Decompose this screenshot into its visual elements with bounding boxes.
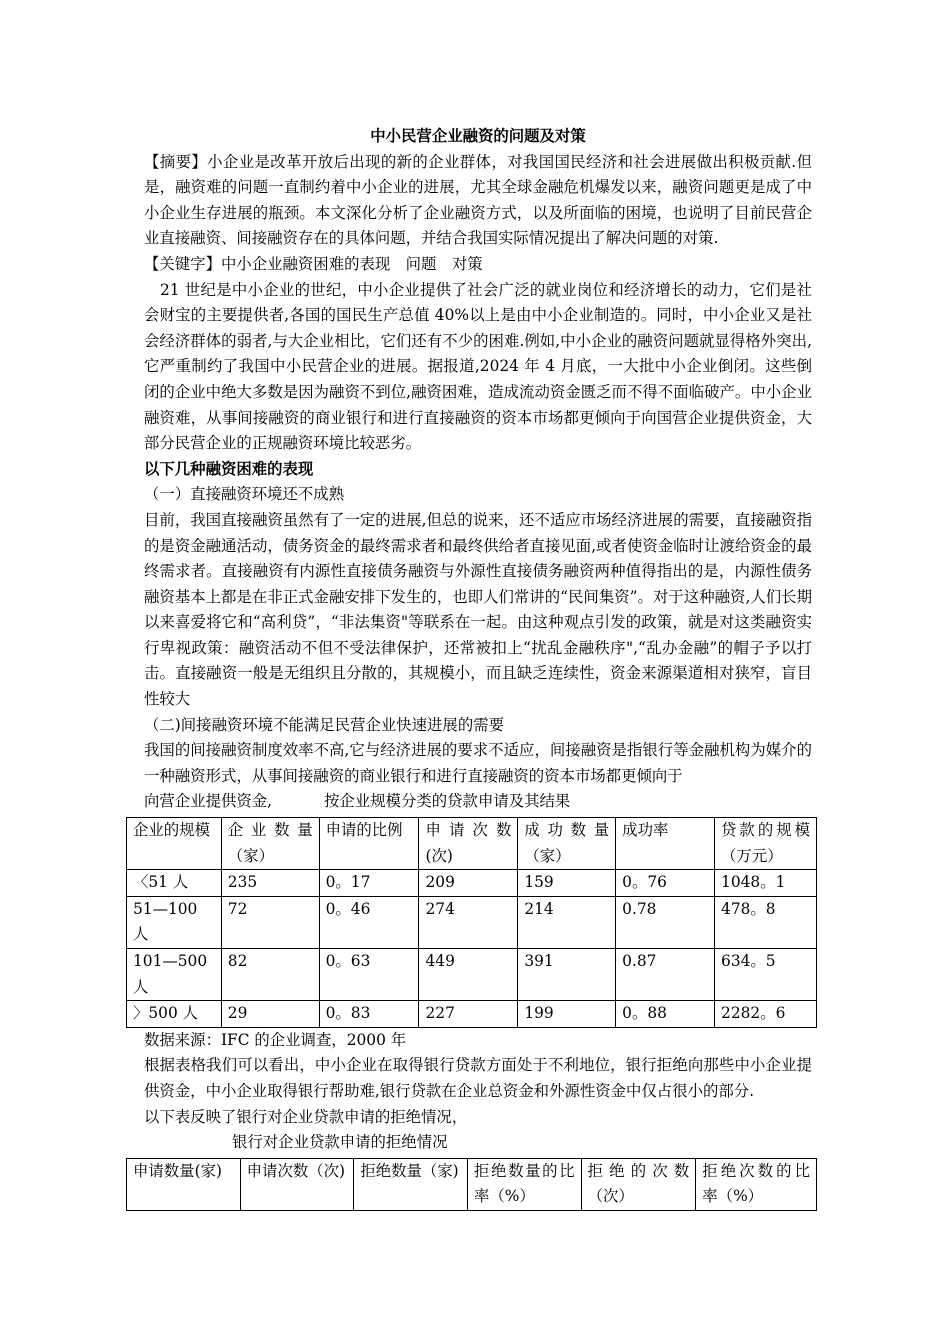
table-cell: 0。63 — [319, 949, 419, 1001]
table-cell: 634。5 — [715, 949, 817, 1001]
table-cell: 0.78 — [616, 896, 715, 948]
document-title: 中小民营企业融资的问题及对策 — [370, 127, 586, 145]
abstract-paragraph: 【摘要】小企业是改革开放后出现的新的企业群体，对我国国民经济和社会进展做出积极贡献.但是，融资难的问题一直制约着中小企业的进展，尤其全球金融危机爆发以来，融资问题更是成了中小企业生存进展的瓶颈。本文深化分析了企业融资方式，以及所面临的困境，也说明了目前民营企业直接融资、间接融资存在的具体问题，并结合我国实际情况提出了解决问题的对策. — [144, 152, 812, 248]
data-source-line: 数据来源：IFC 的企业调查，2000 年 — [144, 1030, 407, 1049]
header-cell: 贷款的规模（万元） — [715, 818, 817, 870]
header-cell: 拒绝次数的比率（%） — [696, 1158, 817, 1210]
header-cell: 申请次数(次) — [419, 818, 518, 870]
loan-application-table — [126, 817, 817, 1028]
table-cell: 〈51 人 — [127, 870, 222, 897]
document-page — [133, 124, 812, 1211]
table-cell: 101—500 人 — [127, 949, 222, 1001]
subsection-1-paragraph: 目前，我国直接融资虽然有了一定的进展,但总的说来，还不适应市场经济进展的需要，直接融资指的是资金融通活动，债务资金的最终需求者和最终供给者直接见面,或者使资金临时让渡给资金的最终需求者。直接融资有内源性直接债务融资与外源性直接债务融资两种值得指出的是，内源性债务融资基本上都是在非正式金融安排下发生的，也即人们常讲的“民间集资”。对于这种融资,人们长期以来喜爱将它和“高利贷”，“非法集资"等联系在一起。由这种观点引发的政策，就是对这类融资实行卑视政策：融资活动不但不受法律保护，还常被扣上“扰乱金融秩序",“乱办金融”的帽子予以打击。直接融资一般是无组织且分散的，其规模小，而且缺乏连续性，资金来源渠道相对狭窄，盲目性较大 — [144, 510, 812, 709]
table-cell: 0.87 — [616, 949, 715, 1001]
table-cell: 235 — [221, 870, 319, 897]
subsection-1-heading: （一）直接融资环境还不成熟 — [144, 485, 345, 504]
subsection-2-tail: 向营企业提供资金, — [144, 792, 273, 811]
table-cell: 29 — [221, 1001, 319, 1028]
table-cell: 0。17 — [319, 870, 419, 897]
header-cell: 拒绝数量（家) — [354, 1158, 468, 1210]
header-cell: 拒绝数量的比率（%） — [467, 1158, 581, 1210]
section-heading: 以下几种融资困难的表现 — [144, 459, 314, 478]
table-cell: 82 — [221, 949, 319, 1001]
table-cell: 72 — [221, 896, 319, 948]
table-1-caption: 按企业规模分类的贷款申请及其结果 — [324, 792, 571, 811]
table-cell: 199 — [518, 1001, 616, 1028]
table-1-caption-row — [144, 789, 812, 815]
table-cell: 51—100 人 — [127, 896, 222, 948]
table-cell: 209 — [419, 870, 518, 897]
analysis-paragraph: 根据表格我们可以看出，中小企业在取得银行贷款方面处于不利地位，银行拒绝向那些中小企业提供资金，中小企业取得银行帮助难,银行贷款在企业总资金和外源性资金中仅占很小的部分. — [144, 1056, 812, 1100]
header-cell: 申请的比例 — [319, 818, 419, 870]
header-cell: 申请数量(家) — [127, 1158, 241, 1210]
header-cell: 申请次数（次) — [240, 1158, 354, 1210]
table-cell: 478。8 — [715, 896, 817, 948]
table-cell: 227 — [419, 1001, 518, 1028]
subsection-2-paragraph: 我国的间接融资制度效率不高,它与经济进展的要求不适应，间接融资是指银行等金融机构为媒介的一种融资形式，从事间接融资的商业银行和进行直接融资的资本市场都更倾向于 — [144, 741, 812, 785]
table-row — [127, 949, 817, 1001]
table-cell: 0。83 — [319, 1001, 419, 1028]
header-cell: 成功数量（家） — [518, 818, 616, 870]
intro-paragraph: 21 世纪是中小企业的世纪，中小企业提供了社会广泛的就业岗位和经济增长的动力，它们是社会财宝的主要提供者,各国的国民生产总值 40%以上是由中小企业制造的。同时，中小企业又是社会经济群体的弱者,与大企业相比，它们还有不少的困难.例如,中小企业的融资问题就显得格外突出,它严重制约了我国中小民营企业的进展。据报道,2024 年 4 月底，一大批中小企业倒闭。这些倒闭的企业中绝大多数是因为融资不到位,融资困难，造成流动资金匮乏而不得不面临破产。中小企业融资难，从事间接融资的商业银行和进行直接融资的资本市场都更倾向于向国营企业提供资金，大部分民营企业的正规融资环境比较恶劣。 — [144, 280, 812, 453]
table-2-intro: 以下表反映了银行对企业贷款申请的拒绝情况， — [144, 1107, 468, 1126]
table-header-row — [127, 818, 817, 870]
table-cell: 2282。6 — [715, 1001, 817, 1028]
table-row — [127, 870, 817, 897]
table-cell: 449 — [419, 949, 518, 1001]
table-cell: 214 — [518, 896, 616, 948]
loan-rejection-table — [126, 1158, 817, 1211]
table-cell: 0。46 — [319, 896, 419, 948]
table-header-row — [127, 1158, 817, 1210]
header-cell: 成功率 — [616, 818, 715, 870]
table-row — [127, 896, 817, 948]
keywords-line: 【关键字】中小企业融资困难的表现 问题 对策 — [144, 254, 483, 273]
table-cell: 391 — [518, 949, 616, 1001]
table-cell: 274 — [419, 896, 518, 948]
table-cell: 0。88 — [616, 1001, 715, 1028]
header-cell: 企业的规模 — [127, 818, 222, 870]
table-cell: 〉500 人 — [127, 1001, 222, 1028]
header-cell: 拒绝的次数（次） — [581, 1158, 696, 1210]
subsection-2-heading: （二)间接融资环境不能满足民营企业快速进展的需要 — [144, 715, 504, 734]
header-cell: 企业数量（家） — [221, 818, 319, 870]
table-cell: 0。76 — [616, 870, 715, 897]
table-row — [127, 1001, 817, 1028]
table-cell: 159 — [518, 870, 616, 897]
table-cell: 1048。1 — [715, 870, 817, 897]
table-2-caption: 银行对企业贷款申请的拒绝情况 — [232, 1133, 448, 1152]
